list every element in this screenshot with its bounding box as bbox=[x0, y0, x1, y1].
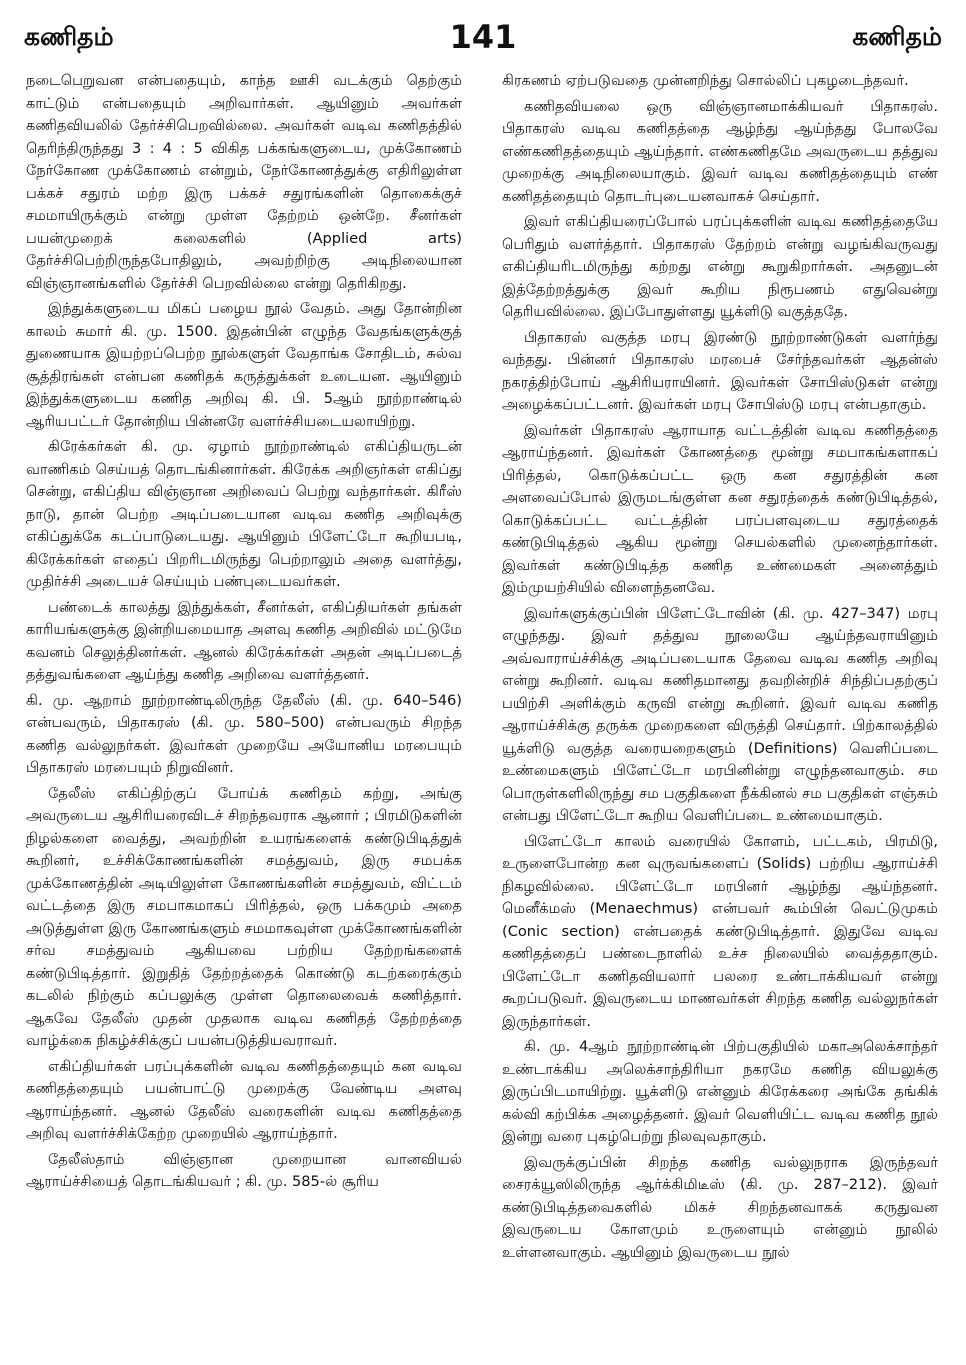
paragraph: இவருக்குப்பின் சிறந்த கணித வல்லுநராக இருந்தவர் சைரக்யூஸிலிருந்த ஆர்க்கிமிடீஸ் (கி. மு. 287–212). இவர் கண்டுபிடித்தவைகளில் மிகச் சிறந்தனவாகக் கருதுவன இவருடைய கோளமும் உருளையும் என்னும் நூலில் உள்ளனவாகும். ஆயினும் இவருடைய நூல் bbox=[502, 1153, 938, 1261]
header-left-title: கணிதம் bbox=[24, 22, 114, 51]
paragraph: இந்துக்களுடைய மிகப் பழைய நூல் வேதம். அது தோன்றின காலம் சுமார் கி. மு. 1500. இதன்பின் எழுந்த வேதங்களுக்குத் துணையாக இயற்றப்பெற்ற நூல்களுள் வேதாங்க சோதிடம், சுல்வ சூத்திரங்கள் என்பன கணிதக் கருத்துக்கள் உடையன. ஆயினும் இந்துக்களுடைய கணித அறிவு கி. பி. 5ஆம் நூற்றாண்டில் ஆரியபட்டர் தோன்றிய பின்னரே வளர்ச்சியடையலாயிற்று. bbox=[26, 300, 462, 430]
right-column bbox=[502, 70, 938, 1350]
paragraph: கணிதவியலை ஒரு விஞ்ஞானமாக்கியவர் பிதாகரஸ். பிதாகரஸ் வடிவ கணிதத்தை ஆழ்ந்து ஆய்ந்தது போலவே எண்கணிதத்தையும் ஆய்ந்தார். எண்கணிதமே அவருடைய தத்துவ முறைக்கு அடிநிலையாகும். இவர் வடிவ கணிதத்தையும் எண் கணிதத்தையும் தொடர்புடையனவாகச் செய்தார். bbox=[502, 97, 938, 205]
running-header bbox=[24, 18, 942, 62]
paragraph: தேலீஸ் எகிப்திற்குப் போய்க் கணிதம் கற்று, அங்கு அவருடைய ஆசிரியரைவிடச் சிறந்தவராக ஆனார் ; பிரமிடுகளின் நிழல்களை வைத்து, அவற்றின் உயரங்களைக் கண்டுபிடித்துக் கூறினர், உச்சிக்கோணங்களின் சமத்துவம், இரு சமபக்க முக்கோணத்தின் அடியிலுள்ள கோணங்களின் சமத்துவம், விட்டம் வட்டத்தை இரு சமபாகமாகப் பிரித்தல், ஒரு பக்கமும் அதை அடுத்துள்ள இரு கோணங்களும் சமமாகவுள்ள முக்கோணங்களின் சர்வ சமத்துவம் ஆகியவை பற்றிய தேற்றங்களைக் கண்டுபிடித்தார். இறுதித் தேற்றத்தைக் கொண்டு கடற்கரைக்கும் கடலில் நிற்கும் கப்பலுக்கு முள்ள தொலைவைக் கணித்தார். ஆகவே தேலீஸ் முதன் முதலாக வடிவ கணிதத் தேற்றத்தை வாழ்க்கை நிகழ்ச்சிக்குப் பயன்படுத்தியவராவர். bbox=[26, 784, 462, 1049]
paragraph: இவர்கள் பிதாகரஸ் ஆராயாத வட்டத்தின் வடிவ கணிதத்தை ஆராய்ந்தனர். இவர்கள் கோணத்தை மூன்று சமபாகங்களாகப் பிரித்தல், கொடுக்கப்பட்ட ஒரு கன சதுரத்தின் கன அளவைப்போல் இருமடங்குள்ள கன சதுரத்தைக் கண்டுபிடித்தல், கொடுக்கப்பட்ட வட்டத்தின் பரப்பளவுடைய சதுரத்தைக் கண்டுபிடித்தல் ஆகிய மூன்று செயல்களில் முனைந்தார்கள். இவர்கள் கண்டுபிடித்த கணித உண்மைகள் அனைத்தும் இம்முயற்சியில் விளைந்தனவே. bbox=[502, 421, 938, 596]
paragraph: கி. மு. 4ஆம் நூற்றாண்டின் பிற்பகுதியில் மகாஅலெக்சாந்தர் உண்டாக்கிய அலெக்சாந்திரியா நகரமே கணித வியலுக்கு இருப்பிடமாயிற்று. யூக்ளிடு என்னும் கிரேக்கரை அங்கே தங்கிக் கல்வி கற்பிக்க அழைத்தனர். இவர் வெளியிட்ட வடிவ கணித நூல் இன்று வரை புகழ்பெற்று நிலவுவதாகும். bbox=[502, 1038, 938, 1145]
paragraph: தேலீஸ்தாம் விஞ்ஞான முறையான வானவியல் ஆராய்ச்சியைத் தொடங்கியவர் ; கி. மு. 585-ல் சூரிய bbox=[26, 1150, 462, 1190]
paragraph: கிரேக்கர்கள் கி. மு. ஏழாம் நூற்றாண்டில் எகிப்தியருடன் வாணிகம் செய்யத் தொடங்கினார்கள். கிரேக்க அறிஞர்கள் எகிப்து சென்று, எகிப்திய விஞ்ஞான அறிவைப் பெற்று வந்தார்கள். கிரீஸ் நாடு, தான் பெற்ற அடிப்படையான வடிவ கணித அறிவுக்கு எகிப்துக்கே கடப்பாடுடையது. ஆயினும் பிளேட்டோ கூறியபடி, கிரேக்கர்கள் எதைப் பிறரிடமிருந்து பெற்றாலும் அதை வளர்த்து, முதிர்ச்சி அடையச் செய்யும் பண்புடையவர்கள். bbox=[26, 438, 462, 590]
header-right-title: கணிதம் bbox=[852, 22, 942, 51]
left-column bbox=[26, 70, 462, 1350]
paragraph: இவர்களுக்குப்பின் பிளேட்டோவின் (கி. மு. 427–347) மரபு எழுந்தது. இவர் தத்துவ நூலையே ஆய்ந்தவராயினும் அவ்வாராய்ச்சிக்கு அடிப்படையாக தேவை வடிவ கணித அறிவு என்று கூறினர். வடிவ கணிதமானது தவறின்றிச் சிந்திப்பதற்குப் பயிற்சி அளிக்கும் கருவி என்று கூறினர். இவர் வடிவ கணித ஆராய்ச்சிக்கு தருக்க முறைகளை விருத்தி செய்தார். பிற்காலத்தில் யூக்ளிடு வகுத்த வரையறைகளும் (Definitions) வெளிப்படை உண்மைகளும் பிளேட்டோ மரபினின்று எழுந்தனவாகும். சம பொருள்களிலிருந்து சம பகுதிகளை நீக்கினல் சம பகுதிகள் எஞ்சும் என்பது பிளேட்டோ கூறிய வெளிப்படை உண்மையாகும். bbox=[502, 604, 938, 824]
page-number: 141 bbox=[449, 18, 517, 56]
paragraph: பிதாகரஸ் வகுத்த மரபு இரண்டு நூற்றாண்டுகள் வளர்ந்து வந்தது. பின்னர் பிதாகரஸ் மரபைச் சேர்ந்தவர்கள் ஆதன்ஸ் நகரத்திற்போய் ஆசிரியராயினர். இவர்கள் சோபிஸ்டுகள் என்று அழைக்கப்பட்டனர். இவர்கள் மரபு சோபிஸ்டு மரபு என்பதாகும். bbox=[502, 328, 938, 413]
paragraph: எகிப்தியர்கள் பரப்புக்களின் வடிவ கணிதத்தையும் கன வடிவ கணிதத்தையும் பயன்பாட்டு முறைக்கு வேண்டிய அளவு ஆராய்ந்தனர். ஆனல் தேலீஸ் வரைகளின் வடிவ கணிதத்தை அறிவு வளர்ச்சிக்கேற்ற முறையில் ஆராய்ந்தார். bbox=[26, 1057, 462, 1142]
paragraph: இவர் எகிப்தியரைப்போல் பரப்புக்களின் வடிவ கணிதத்தையே பெரிதும் வளர்த்தார். பிதாகரஸ் தேற்றம் என்று வழங்கிவருவது எகிப்தியரிடமிருந்து கற்றது என்று கூறுகிறார்கள். அதனுடன் இத்தேற்றத்துக்கு இவர் கூறிய நிரூபணம் எதுவென்று தெரியவில்லை. இப்போதுள்ளது யூக்ளிடு வகுத்ததே. bbox=[502, 213, 938, 320]
paragraph: பண்டைக் காலத்து இந்துக்கள், சீனர்கள், எகிப்தியர்கள் தங்கள் காரியங்களுக்கு இன்றியமையாத அளவு கணித அறிவில் மட்டுமே கவனம் செலுத்தினர்கள். ஆனல் கிரேக்கர்கள் அதன் அடிப்படைத் தத்துவங்களை ஆய்ந்து கணித அறிவை வளர்த்தனர். bbox=[26, 598, 462, 683]
paragraph: பிளேட்டோ காலம் வரையில் கோளம், பட்டகம், பிரமிடு, உருளைபோன்ற கன வுருவங்களைப் (Solids) பற்றிய ஆராய்ச்சி நிகழவில்லை. பிளேட்டோ மரபினர் ஆழ்ந்து ஆய்ந்தனர். மெனீக்மஸ் (Menaechmus) என்பவர் கூம்பின் வெட்டுமுகம் (Conic section) என்பதைக் கண்டுபிடித்தார். இதுவே வடிவ கணிதத்தைப் பண்டைநாளில் உச்ச நிலையில் வைத்ததாகும். பிளேட்டோ கணிதவியலார் பலரை உண்டாக்கியவர் என்று கூறப்படுவர். இவருடைய மாணவர்கள் சிறந்த கணித வல்லுநர்கள் இருந்தார்கள். bbox=[502, 832, 938, 1030]
paragraph: கி. மு. ஆறாம் நூற்றாண்டிலிருந்த தேலீஸ் (கி. மு. 640–546) என்பவரும், பிதாகரஸ் (கி. மு. 580–500) என்பவரும் சிறந்த கணித வல்லுநர்கள். இவர்கள் முறையே அயோனிய மரபையும் பிதாகரஸ் மரபையும் நிறுவினர். bbox=[26, 691, 462, 776]
paragraph: நடைபெறுவன என்பதையும், காந்த ஊசி வடக்கும் தெற்கும் காட்டும் என்பதையும் அறிவார்கள். ஆயினும் அவர்கள் கணிதவியலில் தேர்ச்சிபெறவில்லை. அவர்கள் வடிவ கணிதத்தில் தெரிந்திருந்தது 3 : 4 : 5 விகித பக்கங்களுடைய, முக்கோணம் நேர்கோண முக்கோணம் என்றும், நேர்கோணத்துக்கு எதிரிலுள்ள பக்கச் சதுரம் மற்ற இரு பக்கச் சதுரங்களின் தொகைக்குச் சமமாயிருக்கும் என்று முள்ள தேற்றம் ஒன்றே. சீனர்கள் பயன்முறைக் கலைகளில் (Applied arts) தேர்ச்சிபெற்றிருந்தபோதிலும், அவற்றிற்கு அடிநிலையான விஞ்ஞானங்களில் தேர்ச்சி பெறவில்லை என்று தெரிகிறது. bbox=[26, 72, 462, 292]
paragraph: கிரகணம் ஏற்படுவதை முன்னறிந்து சொல்லிப் புகழடைந்தவர். bbox=[502, 72, 909, 89]
